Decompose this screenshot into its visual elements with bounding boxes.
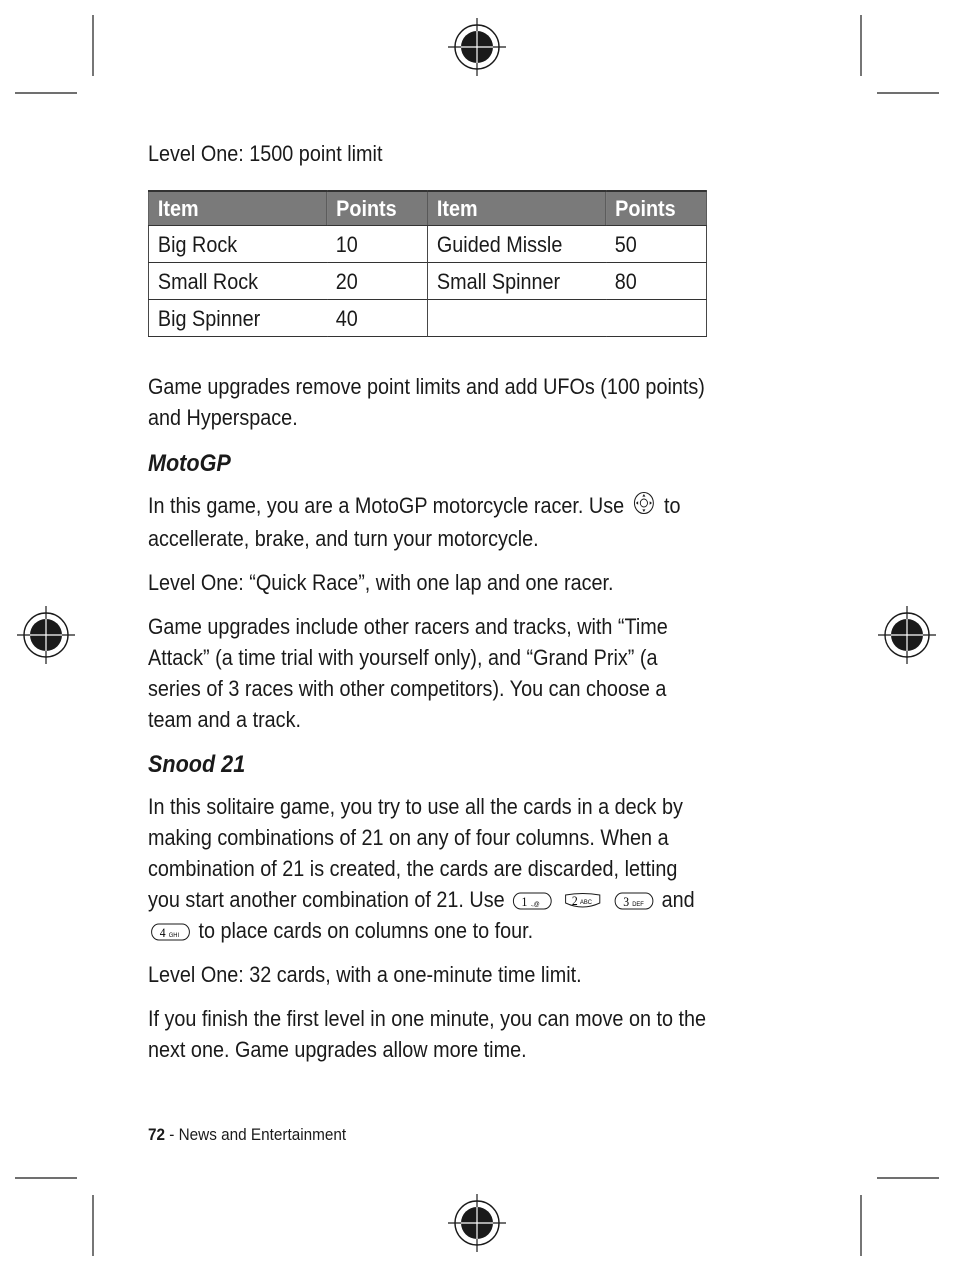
table-cell: Small Spinner — [427, 263, 605, 300]
page-content — [148, 138, 711, 1078]
snood-intro-text: In this solitaire game, you try to use all the cards in a deck by making combinations of 21 on any of four columns. When a combination of 21 is created, the cards are discarded, letting you start another combination of 21. Use — [148, 794, 683, 913]
key-letters: DEF — [631, 901, 644, 909]
table-cell: Big Rock — [148, 226, 326, 263]
registration-mark-icon — [446, 16, 508, 83]
snood-and: and — [661, 887, 695, 913]
key-1-icon — [513, 891, 553, 911]
motogp-intro-text-end: to accellerate, brake, and turn your motorcycle. — [148, 493, 681, 552]
snood-intro — [148, 791, 711, 946]
key-digit: 3 — [622, 894, 629, 910]
snood-intro-text-end: to place cards on columns one to four. — [198, 918, 534, 944]
table-cell: Big Spinner — [148, 300, 326, 337]
section-title-motogp: MotoGP — [148, 450, 231, 477]
snood-upgrades: If you finish the first level in one minute, you can move on to the next one. Game upgrades allow more time. — [148, 1006, 707, 1063]
motogp-intro-text: In this game, you are a MotoGP motorcycle racer. Use — [148, 493, 625, 518]
table-cell: Guided Missle — [427, 226, 605, 263]
registration-mark-icon — [876, 604, 938, 671]
key-digit: 4 — [159, 925, 166, 941]
points-table — [148, 190, 707, 337]
page-number: 72 — [148, 1125, 166, 1144]
page-footer — [148, 1125, 346, 1145]
level-one-limit: Level One: 1500 point limit — [148, 141, 383, 166]
key-letters: .,@ — [530, 901, 541, 909]
table-header-row — [148, 191, 706, 226]
table-row — [148, 226, 706, 263]
registration-mark-icon — [15, 604, 77, 671]
column-header: Item — [427, 191, 605, 226]
column-header: Points — [606, 191, 707, 226]
nav-key-icon — [633, 491, 655, 523]
motogp-upgrades: Game upgrades include other racers and tracks, with “Time Attack” (a time trial with yourself only), and “Grand Prix” (a series of 3 races with other competitors). You can choose a team and a track. — [148, 614, 668, 733]
table-cell — [427, 300, 605, 337]
table-cell: 50 — [606, 226, 707, 263]
table-cell — [606, 300, 707, 337]
key-2-icon — [563, 891, 603, 911]
table-cell: 80 — [606, 263, 707, 300]
table-cell: 20 — [327, 263, 428, 300]
column-header: Points — [327, 191, 428, 226]
motogp-intro — [148, 490, 711, 554]
snood-level-one: Level One: 32 cards, with a one-minute time limit. — [148, 962, 582, 988]
key-letters: ABC — [580, 899, 593, 907]
key-digit: 2 — [572, 893, 579, 909]
table-cell: 40 — [327, 300, 428, 337]
column-header: Item — [148, 191, 326, 226]
key-letters: GHI — [168, 932, 180, 940]
registration-mark-icon — [446, 1192, 508, 1259]
table-row — [148, 300, 706, 337]
table-cell: Small Rock — [148, 263, 326, 300]
key-digit: 1 — [521, 894, 528, 910]
key-4-icon — [151, 922, 191, 942]
footer-section: - News and Entertainment — [165, 1125, 347, 1144]
table-cell: 10 — [327, 226, 428, 263]
table-row — [148, 263, 706, 300]
motogp-level-one: Level One: “Quick Race”, with one lap and one racer. — [148, 570, 614, 596]
section-title-snood: Snood 21 — [148, 751, 246, 779]
key-3-icon — [614, 891, 654, 911]
asteroids-upgrades-text: Game upgrades remove point limits and add UFOs (100 points) and Hyperspace. — [148, 374, 705, 430]
